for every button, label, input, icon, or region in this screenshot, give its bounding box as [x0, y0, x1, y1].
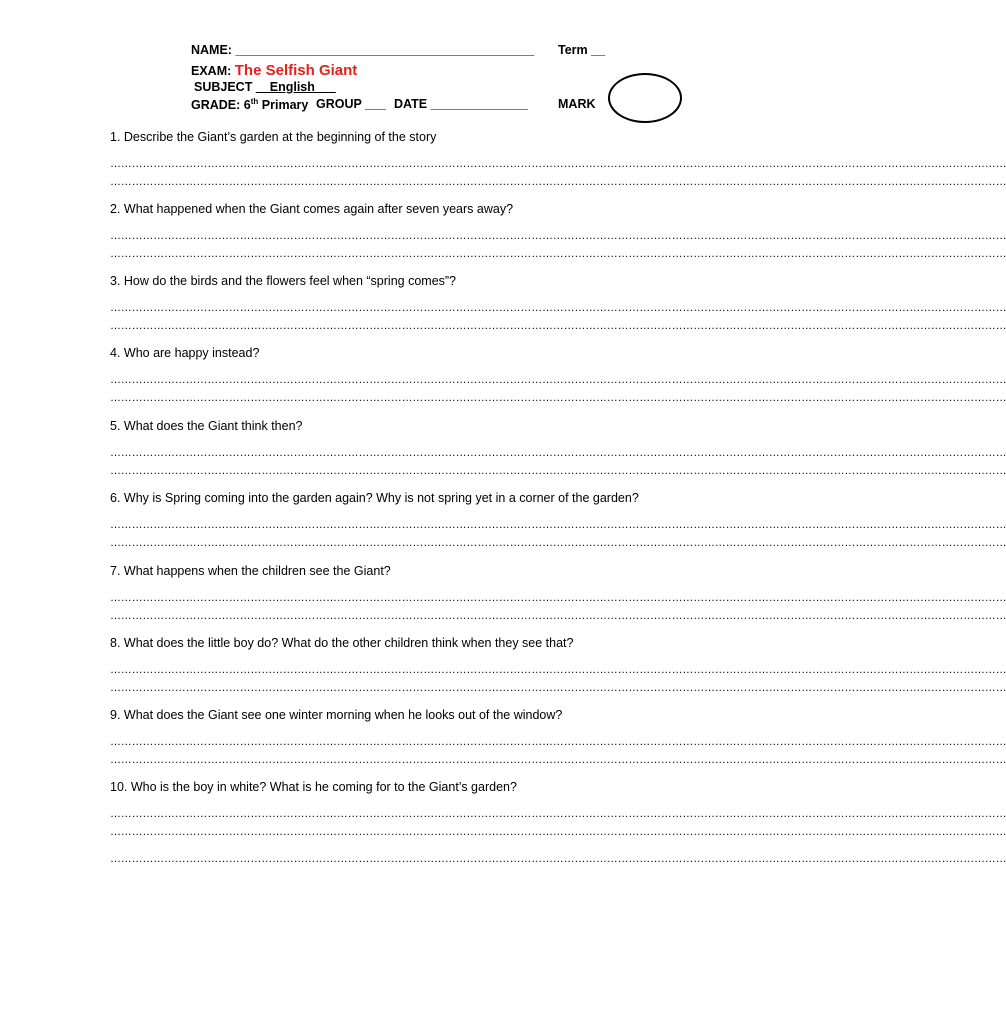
answer-line[interactable]: ……………………………………………………………………………………………………………………………………………………………………………………………………………………………	[110, 853, 1006, 865]
answer-line[interactable]: ……………………………………………………………………………………………………………………………………………………………………………………………………………………………	[110, 736, 1006, 748]
question-8: 8. What does the little boy do? What do the other children think when they see that?	[110, 636, 574, 650]
subject-value: __English___	[255, 80, 336, 94]
answer-line[interactable]: ……………………………………………………………………………………………………………………………………………………………………………………………………………………………	[110, 808, 1006, 820]
answer-line[interactable]: ……………………………………………………………………………………………………………………………………………………………………………………………………………………………	[110, 302, 1006, 314]
name-field	[191, 43, 534, 57]
name-blank: ___________________________________________	[235, 43, 535, 57]
answer-line[interactable]: ……………………………………………………………………………………………………………………………………………………………………………………………………………………………	[110, 610, 1006, 622]
answer-line[interactable]: ……………………………………………………………………………………………………………………………………………………………………………………………………………………………	[110, 248, 1006, 260]
question-10: 10. Who is the boy in white? What is he coming for to the Giant’s garden?	[110, 780, 517, 794]
grade-label: GRADE: 6	[191, 98, 251, 113]
answer-line[interactable]: ……………………………………………………………………………………………………………………………………………………………………………………………………………………………	[110, 465, 1006, 477]
question-2: 2. What happened when the Giant comes again after seven years away?	[110, 202, 514, 216]
answer-line[interactable]: ……………………………………………………………………………………………………………………………………………………………………………………………………………………………	[110, 320, 1006, 332]
answer-line[interactable]: ……………………………………………………………………………………………………………………………………………………………………………………………………………………………	[110, 592, 1006, 604]
answer-line[interactable]: ……………………………………………………………………………………………………………………………………………………………………………………………………………………………	[110, 230, 1006, 242]
answer-line[interactable]: ……………………………………………………………………………………………………………………………………………………………………………………………………………………………	[110, 664, 1006, 676]
exam-field	[191, 62, 357, 79]
mark-circle	[608, 73, 682, 123]
subject-label: SUBJECT	[194, 80, 253, 94]
answer-line[interactable]: ……………………………………………………………………………………………………………………………………………………………………………………………………………………………	[110, 519, 1006, 531]
answer-line[interactable]: ……………………………………………………………………………………………………………………………………………………………………………………………………………………………	[110, 392, 1006, 404]
date-field: DATE ______________	[394, 97, 528, 111]
grade-sup: th	[250, 97, 259, 106]
mark-label: MARK	[558, 97, 596, 111]
answer-line[interactable]: ……………………………………………………………………………………………………………………………………………………………………………………………………………………………	[110, 158, 1006, 170]
answer-line[interactable]: ……………………………………………………………………………………………………………………………………………………………………………………………………………………………	[110, 754, 1006, 766]
grade-field	[191, 97, 308, 112]
answer-line[interactable]: ……………………………………………………………………………………………………………………………………………………………………………………………………………………………	[110, 537, 1006, 549]
question-7: 7. What happens when the children see the Giant?	[110, 564, 391, 578]
question-6: 6. Why is Spring coming into the garden again? Why is not spring yet in a corner of the garden?	[110, 491, 639, 505]
exam-title: The Selfish Giant	[234, 62, 358, 79]
question-3: 3. How do the birds and the flowers feel when “spring comes”?	[110, 274, 457, 288]
answer-line[interactable]: ……………………………………………………………………………………………………………………………………………………………………………………………………………………………	[110, 374, 1006, 386]
exam-label: EXAM:	[191, 64, 232, 78]
answer-line[interactable]: ……………………………………………………………………………………………………………………………………………………………………………………………………………………………	[110, 826, 1006, 838]
answer-line[interactable]: ……………………………………………………………………………………………………………………………………………………………………………………………………………………………	[110, 447, 1006, 459]
answer-line[interactable]: ……………………………………………………………………………………………………………………………………………………………………………………………………………………………	[110, 176, 1006, 188]
term-field: Term __	[558, 43, 606, 57]
question-5: 5. What does the Giant think then?	[110, 419, 303, 433]
answer-line[interactable]: ……………………………………………………………………………………………………………………………………………………………………………………………………………………………	[110, 682, 1006, 694]
question-1: 1. Describe the Giant’s garden at the beginning of the story	[110, 130, 437, 144]
name-label: NAME:	[191, 43, 232, 57]
grade-rest: Primary	[261, 98, 309, 113]
subject-field	[194, 80, 336, 94]
question-4: 4. Who are happy instead?	[110, 346, 260, 360]
group-field: GROUP ___	[316, 97, 386, 111]
question-9: 9. What does the Giant see one winter morning when he looks out of the window?	[110, 708, 563, 722]
